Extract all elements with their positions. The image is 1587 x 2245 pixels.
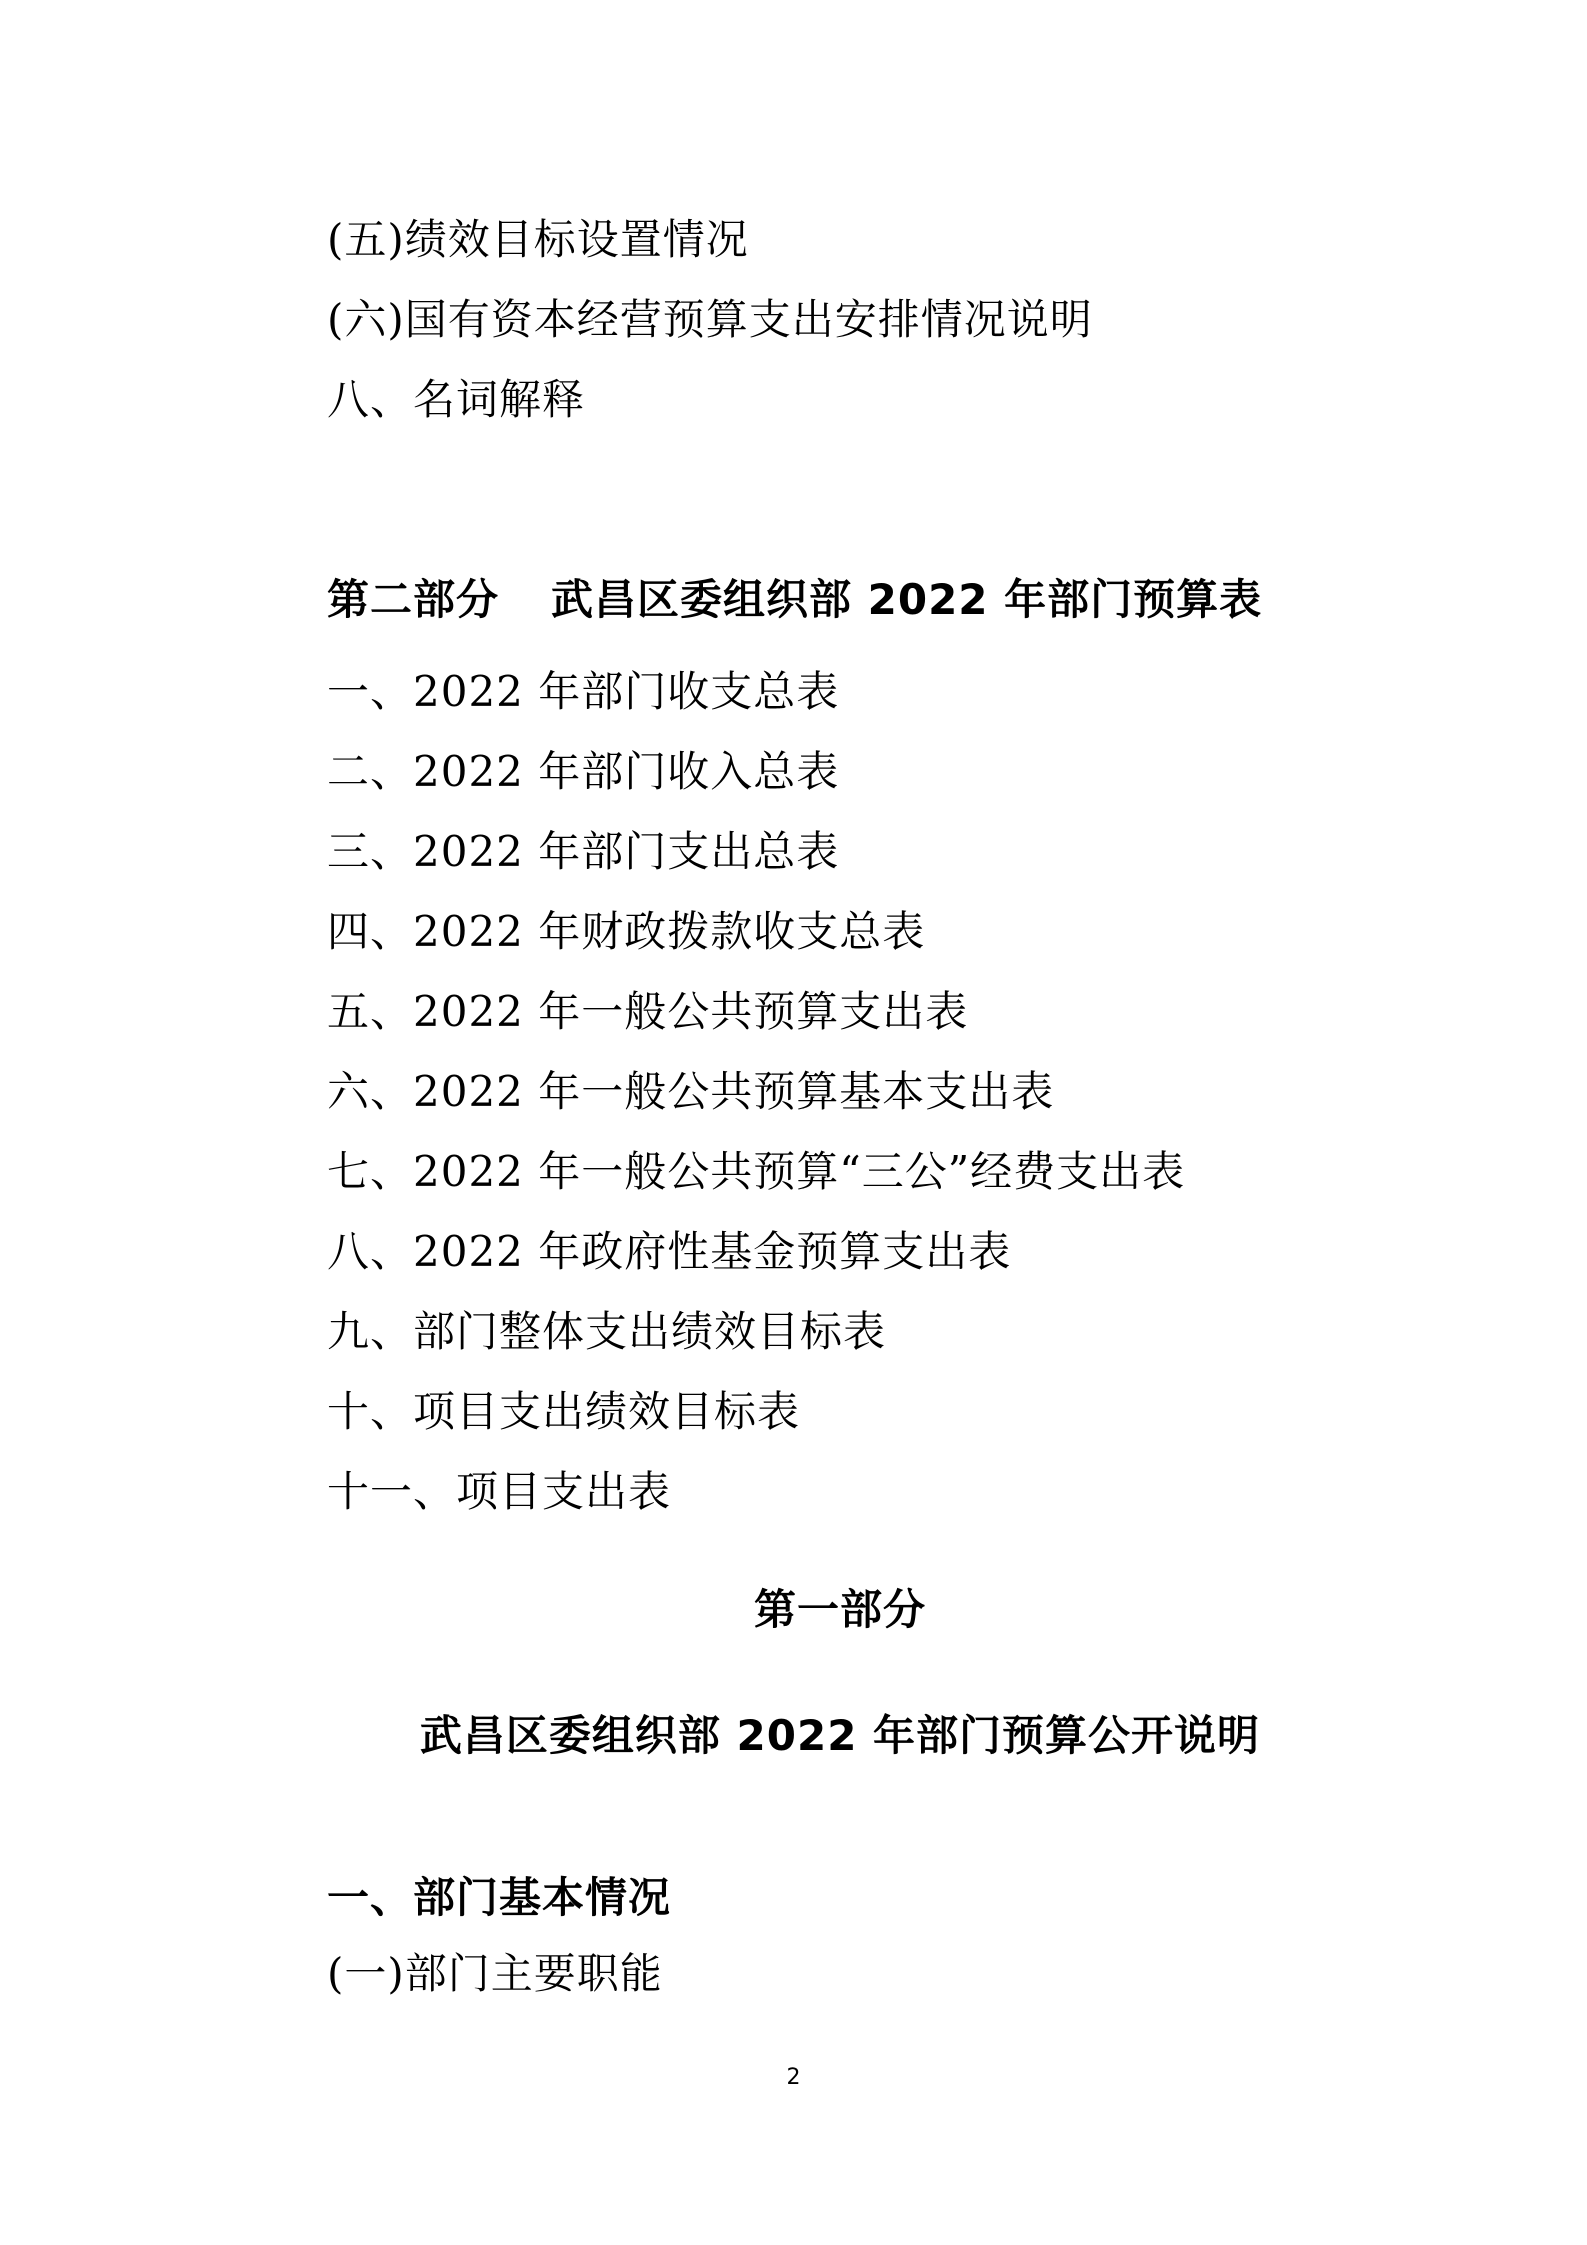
table-list-item: 五、2022 年一般公共预算支出表 — [327, 987, 969, 1036]
part-one-label: 第一部分 — [753, 1585, 926, 1634]
part-two-label: 第二部分 — [327, 575, 500, 624]
table-list-item: 十一、项目支出表 — [327, 1467, 672, 1516]
table-list-item: 二、2022 年部门收入总表 — [327, 747, 840, 796]
table-list-item: 十、项目支出绩效目标表 — [327, 1387, 801, 1436]
table-list-item: 八、2022 年政府性基金预算支出表 — [327, 1227, 1012, 1276]
table-list-item: 七、2022 年一般公共预算“三公”经费支出表 — [327, 1147, 1186, 1196]
part-one-title: 武昌区委组织部 2022 年部门预算公开说明 — [419, 1711, 1261, 1760]
toc-item: (六)国有资本经营预算支出安排情况说明 — [327, 295, 1093, 344]
table-list-item: 四、2022 年财政拨款收支总表 — [327, 907, 926, 956]
section-heading: 一、部门基本情况 — [327, 1873, 672, 1922]
table-list-item: 九、部门整体支出绩效目标表 — [327, 1307, 887, 1356]
part-two-heading — [327, 572, 1262, 628]
table-list-item: 六、2022 年一般公共预算基本支出表 — [327, 1067, 1055, 1116]
part-two-title: 武昌区委组织部 2022 年部门预算表 — [551, 575, 1263, 624]
subsection-heading: (一)部门主要职能 — [327, 1949, 663, 1998]
toc-item: 八、名词解释 — [327, 375, 586, 424]
page-number: 2 — [786, 2065, 801, 2090]
toc-item: (五)绩效目标设置情况 — [327, 215, 749, 264]
table-list-item: 一、2022 年部门收支总表 — [327, 667, 840, 716]
table-list-item: 三、2022 年部门支出总表 — [327, 827, 840, 876]
